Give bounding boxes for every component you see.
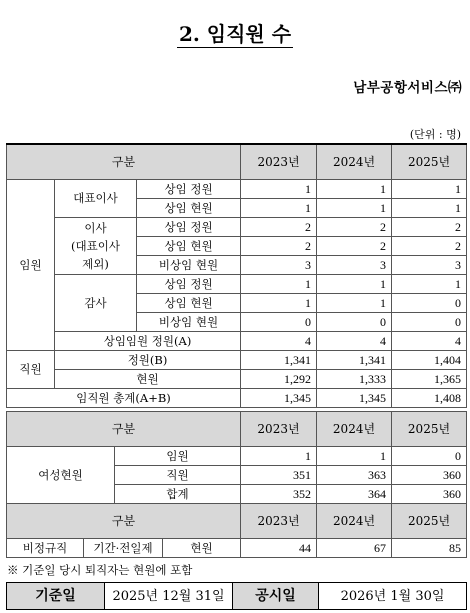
staff-group-label: 직원: [7, 351, 55, 389]
row-label: 상임 현원: [137, 294, 241, 313]
cell-value: 363: [317, 466, 392, 485]
irregular-label: 비정규직: [7, 539, 84, 558]
auditor-label: 감사: [55, 275, 137, 332]
table-row: [7, 389, 467, 408]
cell-value: 1: [392, 275, 467, 294]
header-category: 구분: [7, 504, 241, 539]
row-label: 합계: [115, 485, 241, 504]
header-year: 2024년: [317, 144, 392, 180]
table-row: [7, 351, 467, 370]
cell-value: 2: [317, 237, 392, 256]
cell-value: 0: [392, 313, 467, 332]
cell-value: 4: [392, 332, 467, 351]
row-label: 비상임 현원: [137, 256, 241, 275]
cell-value: 4: [317, 332, 392, 351]
table-row: [7, 539, 467, 558]
cell-value: 2: [241, 218, 317, 237]
cell-value: 0: [317, 313, 392, 332]
date-row: [7, 583, 467, 610]
header-category: 구분: [7, 412, 241, 447]
table-row: [7, 218, 467, 237]
header-year: 2023년: [241, 144, 317, 180]
cell-value: 1,345: [317, 389, 392, 408]
table-row: [7, 370, 467, 389]
cell-value: 1,341: [241, 351, 317, 370]
header-year: 2025년: [392, 504, 467, 539]
table-row: [7, 447, 467, 466]
table-header-row: [7, 504, 467, 539]
female-group-label: 여성현원: [7, 447, 115, 504]
cell-value: 67: [317, 539, 392, 558]
cell-value: 44: [241, 539, 317, 558]
row-label: 상임 정원: [137, 218, 241, 237]
cell-value: 3: [317, 256, 392, 275]
cell-value: 352: [241, 485, 317, 504]
cell-value: 351: [241, 466, 317, 485]
base-date-label: 기준일: [7, 583, 105, 610]
header-year: 2025년: [392, 144, 467, 180]
cell-value: 1,341: [317, 351, 392, 370]
cell-value: 1,404: [392, 351, 467, 370]
cell-value: 2: [392, 218, 467, 237]
row-label: 현원: [163, 539, 241, 558]
page-title: 2. 임직원 수: [178, 22, 292, 46]
company-name: 남부공항서비스㈜: [353, 80, 462, 96]
header-year: 2025년: [392, 412, 467, 447]
cell-value: 1: [241, 275, 317, 294]
row-label: 임원: [115, 447, 241, 466]
cell-value: 1: [241, 180, 317, 199]
header-year: 2024년: [317, 412, 392, 447]
cell-value: 1: [317, 275, 392, 294]
pub-date-value: 2026년 1월 30일: [319, 583, 467, 610]
cell-value: 1: [392, 180, 467, 199]
header-year: 2024년: [317, 504, 392, 539]
row-label: 상임 현원: [137, 237, 241, 256]
cell-value: 1: [317, 180, 392, 199]
cell-value: 2: [317, 218, 392, 237]
cell-value: 1: [241, 447, 317, 466]
table-row: [7, 180, 467, 199]
cell-value: 1: [241, 199, 317, 218]
row-label: 상임 현원: [137, 199, 241, 218]
cell-value: 360: [392, 485, 467, 504]
header-year: 2023년: [241, 412, 317, 447]
cell-value: 364: [317, 485, 392, 504]
cell-value: 3: [241, 256, 317, 275]
female-table: [6, 411, 467, 504]
exec-total-label: 상임임원 정원(A): [55, 332, 241, 351]
table-row: [7, 332, 467, 351]
director-label: 이사 (대표이사 제외): [55, 218, 137, 275]
ceo-label: 대표이사: [55, 180, 137, 218]
table-header-row: [7, 412, 467, 447]
table-header-row: [7, 144, 467, 180]
cell-value: 1: [241, 294, 317, 313]
cell-value: 85: [392, 539, 467, 558]
cell-value: 1: [317, 294, 392, 313]
cell-value: 0: [392, 447, 467, 466]
unit-label: (단위 : 명): [409, 128, 461, 141]
cell-value: 3: [392, 256, 467, 275]
date-table: [6, 582, 467, 610]
cell-value: 1,408: [392, 389, 467, 408]
pub-date-label: 공시일: [233, 583, 319, 610]
cell-value: 2: [241, 237, 317, 256]
row-label: 정원(B): [55, 351, 241, 370]
cell-value: 2: [392, 237, 467, 256]
cell-value: 1: [317, 447, 392, 466]
footnote: ※ 기준일 당시 퇴직자는 현원에 포함: [7, 563, 193, 577]
header-year: 2023년: [241, 504, 317, 539]
cell-value: 1: [392, 199, 467, 218]
base-date-value: 2025년 12월 31일: [105, 583, 233, 610]
cell-value: 1,333: [317, 370, 392, 389]
cell-value: 1,292: [241, 370, 317, 389]
cell-value: 0: [392, 294, 467, 313]
header-category: 구분: [7, 144, 241, 180]
cell-value: 1: [317, 199, 392, 218]
exec-group-label: 임원: [7, 180, 55, 351]
grand-total-label: 임직원 총계(A+B): [7, 389, 241, 408]
cell-value: 360: [392, 466, 467, 485]
irregular-table: [6, 503, 467, 558]
table-row: [7, 275, 467, 294]
cell-value: 4: [241, 332, 317, 351]
cell-value: 1,365: [392, 370, 467, 389]
row-label: 상임 정원: [137, 180, 241, 199]
row-label: 비상임 현원: [137, 313, 241, 332]
cell-value: 1,345: [241, 389, 317, 408]
cell-value: 0: [241, 313, 317, 332]
row-label: 상임 정원: [137, 275, 241, 294]
headcount-table: [6, 143, 467, 408]
irregular-type: 기간·전일제: [84, 539, 163, 558]
row-label: 현원: [55, 370, 241, 389]
row-label: 직원: [115, 466, 241, 485]
